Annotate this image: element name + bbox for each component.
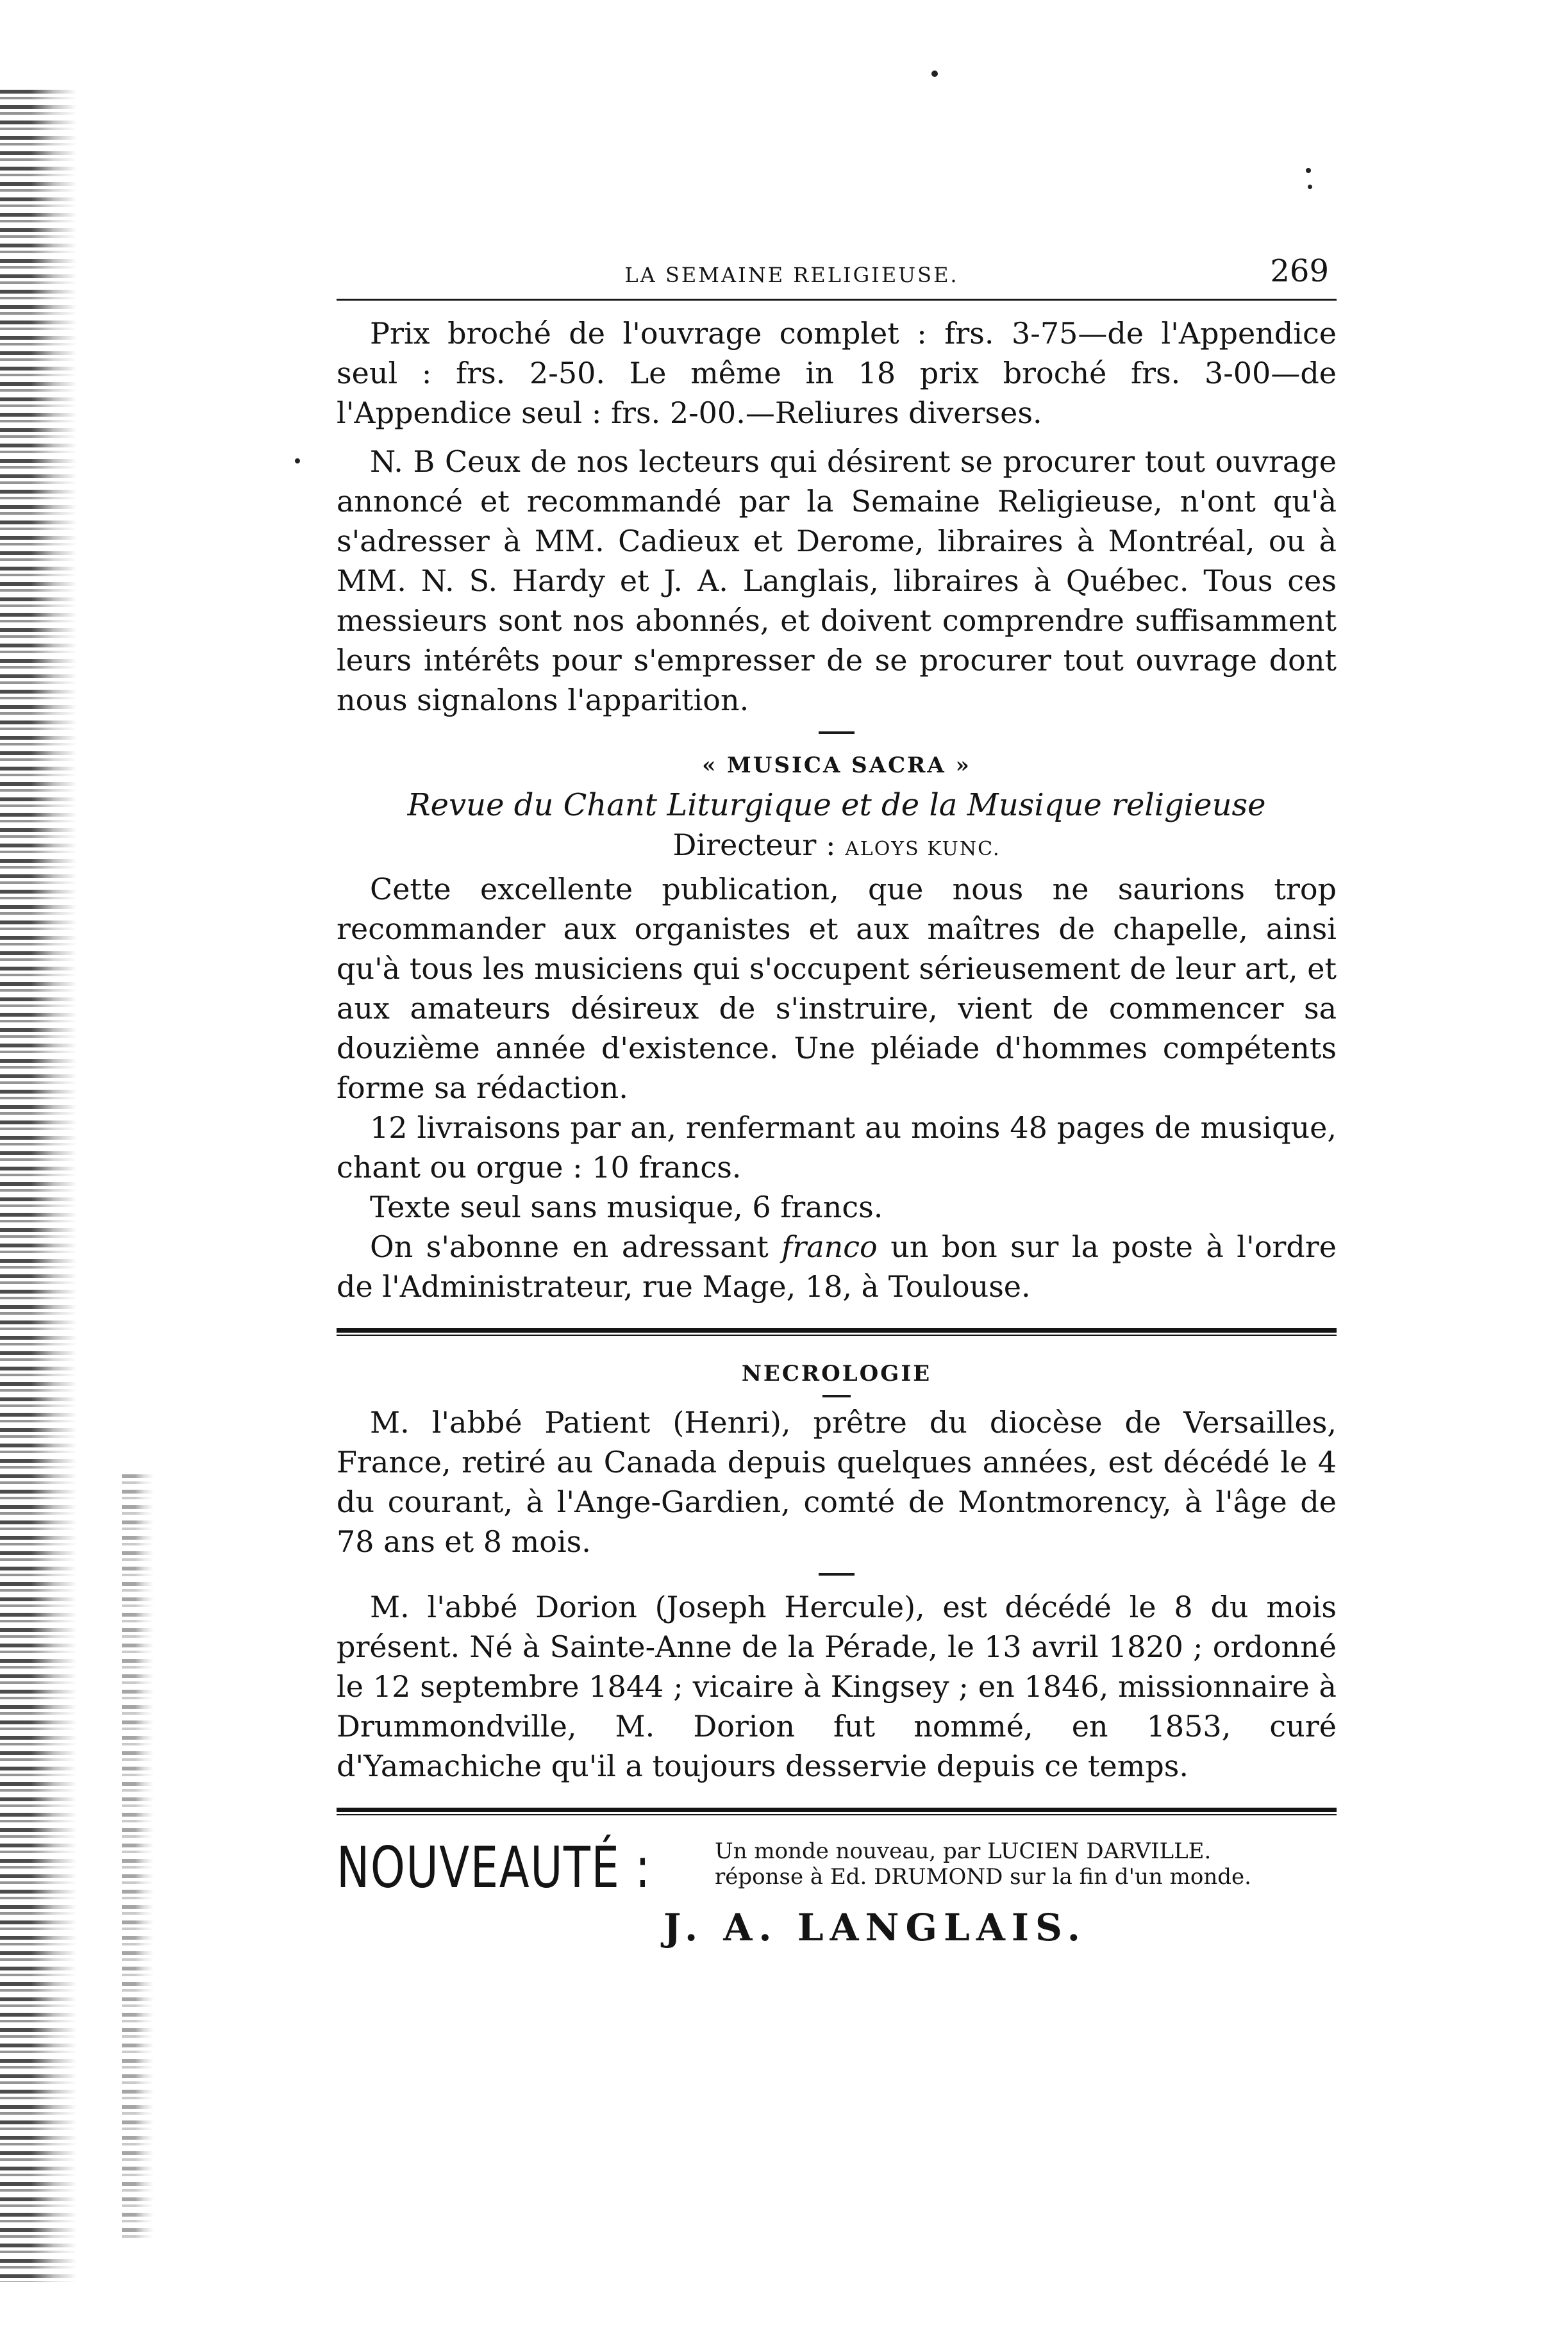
director-name: ALOYS KUNC.	[845, 838, 1001, 860]
musica-sacra-text-price: Texte seul sans musique, 6 francs.	[370, 1190, 883, 1224]
ad-double-rule	[337, 1808, 1337, 1815]
scan-edge-shadow	[0, 90, 77, 2282]
nb-paragraph: N. B Ceux de nos lecteurs qui désirent se procurer tout ouvrage annoncé et recommandé par la Semaine Religieuse, n'ont qu'à s'adresser à MM. Cadieux et Derome, libraires à Montréal, ou à MM. N. S. Hardy et J. A. Langlais, libraires à Québec. Tous ces messieurs sont nos abonnés, et doivent comprendre suffisamment leurs intérêts pour s'empresser de se procurer tout ouvrage dont nous signalons l'apparition.	[337, 444, 1337, 717]
obituary-patient: M. l'abbé Patient (Henri), prêtre du diocèse de Versailles, France, retiré au Canada depuis quelques années, est décédé le 4 du courant, à l'Ange-Gardien, comté de Montmorency, à l'âge de 78 ans et 8 mois.	[337, 1405, 1337, 1559]
scan-speck	[295, 458, 300, 463]
musica-sacra-order	[337, 1227, 1337, 1306]
obituary-dorion: M. l'abbé Dorion (Joseph Hercule), est décédé le 8 du mois présent. Né à Sainte-Anne de la Pérade, le 13 avril 1820 ; ordonné le 12 septembre 1844 ; vicaire à Kingsey ; en 1846, missionnaire à Drummondville, M. Dorion fut nommé, en 1853, curé d'Yamachiche qu'il a toujours desservie depuis ce temps.	[337, 1590, 1337, 1783]
order-suffix: un bon sur la poste à l'ordre de l'Administrateur, rue Mage, 18, à Toulouse.	[337, 1229, 1337, 1304]
section-double-rule	[337, 1328, 1337, 1336]
director-label: Directeur :	[672, 828, 836, 862]
musica-sacra-title: « MUSICA SACRA »	[702, 753, 971, 778]
scan-edge-shadow-lower	[122, 1474, 154, 2244]
section-dash	[822, 1395, 851, 1397]
musica-sacra-body: Cette excellente publication, que nous ne saurions trop recommander aux organistes et aux maîtres de chapelle, ainsi qu'à tous les musiciens qui s'occupent sérieusement de leur art, et aux amateurs désireux de s'instruire, vient de commencer sa douzième année d'existence. Une pléiade d'hommes compétents forme sa rédaction.	[337, 872, 1337, 1105]
obituary-dash	[819, 1573, 855, 1576]
advertisement	[337, 1833, 1337, 1968]
ad-signature: J. A. LANGLAIS.	[663, 1906, 1087, 1949]
scan-speck	[1306, 168, 1311, 173]
scan-speck	[931, 71, 938, 77]
section-dash	[819, 731, 855, 734]
ad-headline: NOUVEAUTÉ :	[337, 1835, 651, 1901]
order-italic: franco	[781, 1229, 878, 1264]
page-number: 269	[1270, 253, 1329, 289]
scan-speck	[1308, 185, 1312, 189]
running-header	[337, 251, 1337, 292]
musica-sacra-subtitle: Revue du Chant Liturgique et de la Musique religieuse	[407, 787, 1266, 823]
page	[337, 251, 1337, 1968]
price-paragraph: Prix broché de l'ouvrage complet : frs. 3-75—de l'Appendice seul : frs. 2-50. Le même in 18 prix broché frs. 3-00—de l'Appendice seul : frs. 2-00.—Reliures diverses.	[337, 316, 1337, 430]
running-title: LA SEMAINE RELIGIEUSE.	[624, 263, 959, 287]
musica-sacra-price: 12 livraisons par an, renfermant au moins 48 pages de musique, chant ou orgue : 10 francs.	[337, 1110, 1337, 1185]
order-prefix: On s'abonne en adressant	[370, 1229, 782, 1264]
necrologie-title: NECROLOGIE	[741, 1361, 932, 1387]
musica-sacra-director	[337, 825, 1337, 869]
header-rule	[337, 299, 1337, 301]
ad-line-2: réponse à Ed. DRUMOND sur la fin d'un monde.	[715, 1864, 1251, 1890]
ad-description	[715, 1838, 1337, 1890]
ad-line-1: Un monde nouveau, par LUCIEN DARVILLE.	[715, 1838, 1212, 1864]
